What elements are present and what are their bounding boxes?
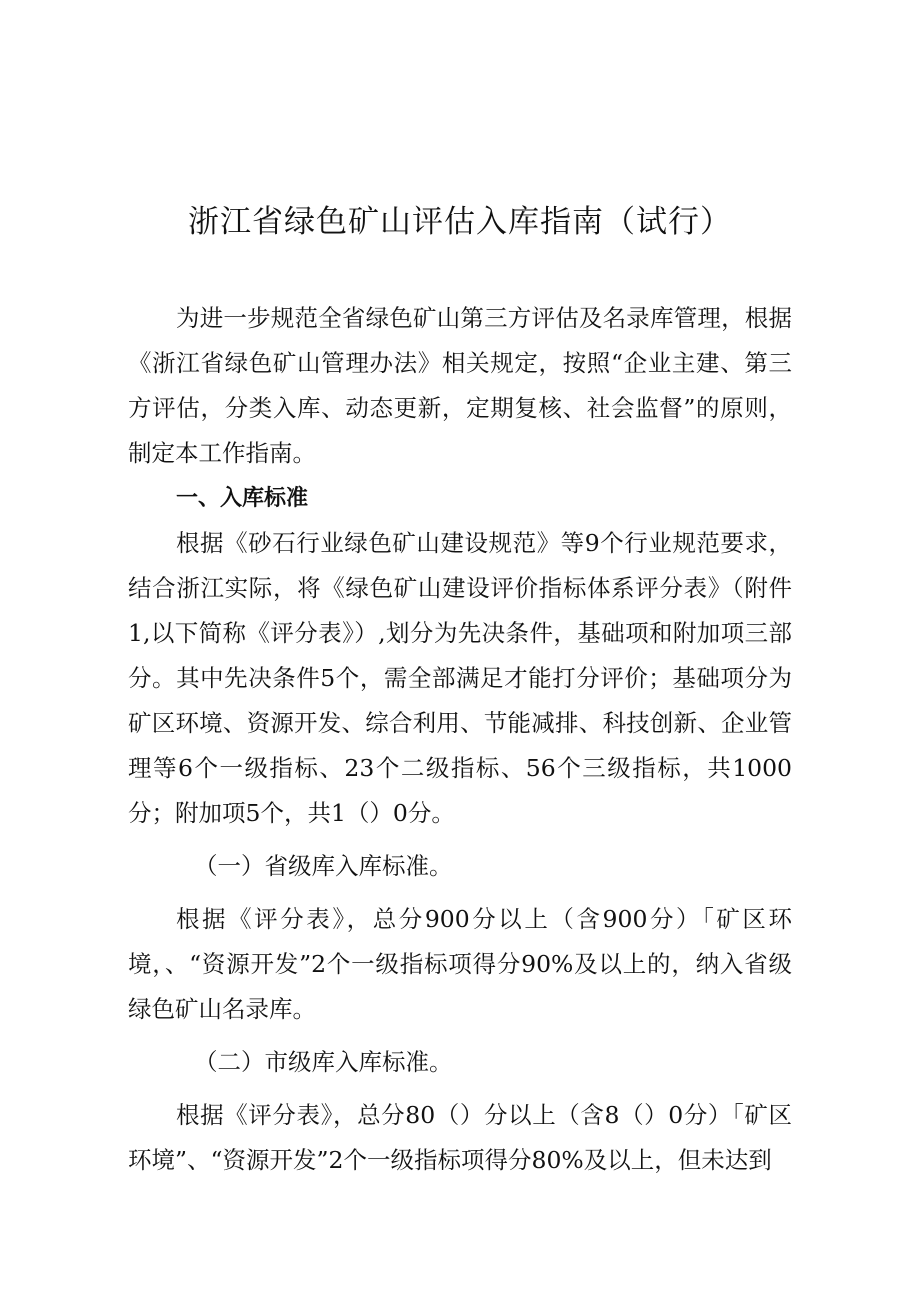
spacer xyxy=(128,1085,792,1093)
municipal-standards-paragraph: 根据《评分表》，总分80（）分以上（含8（）0分）「矿区环境”、“资源开发”2个一级指标项得分80%及以上，但未达到 xyxy=(128,1101,792,1174)
spacer xyxy=(128,889,792,897)
document-body xyxy=(128,296,792,1183)
subheading-provincial-standards: （一）省级库入库标准。 xyxy=(194,852,453,880)
document-title: 浙江省绿色矿山评估入库指南（试行） xyxy=(188,204,732,240)
entry-standards-paragraph: 根据《砂石行业绿色矿山建设规范》等9个行业规范要求，结合浙江实际，将《绿色矿山建设评价指标体系评分表》（附件1,以下简称《评分表》）,划分为先决条件，基础项和附加项三部分。其中先决条件5个，需全部满足才能打分评价；基础项分为矿区环境、资源开发、综合利用、节能减排、科技创新、企业管理等6个一级指标、23个二级指标、56个三级指标，共1000分；附加项5个，共1（）0分。 xyxy=(128,529,792,827)
provincial-standards-paragraph: 根据《评分表》，总分900分以上（含900分）「矿区环境，、“资源开发”2个一级指标项得分90%及以上的，纳入省级绿色矿山名录库。 xyxy=(128,905,792,1023)
section-heading-entry-standards: 一、入库标准 xyxy=(176,486,309,511)
subheading-municipal-standards: （二）市级库入库标准。 xyxy=(194,1048,453,1076)
spacer xyxy=(128,836,792,844)
intro-paragraph: 为进一步规范全省绿色矿山第三方评估及名录库管理，根据《浙江省绿色矿山管理办法》相关规定，按照“企业主建、第三方评估，分类入库、动态更新，定期复核、社会监督”的原则，制定本工作指南。 xyxy=(128,304,792,467)
spacer xyxy=(128,1032,792,1040)
